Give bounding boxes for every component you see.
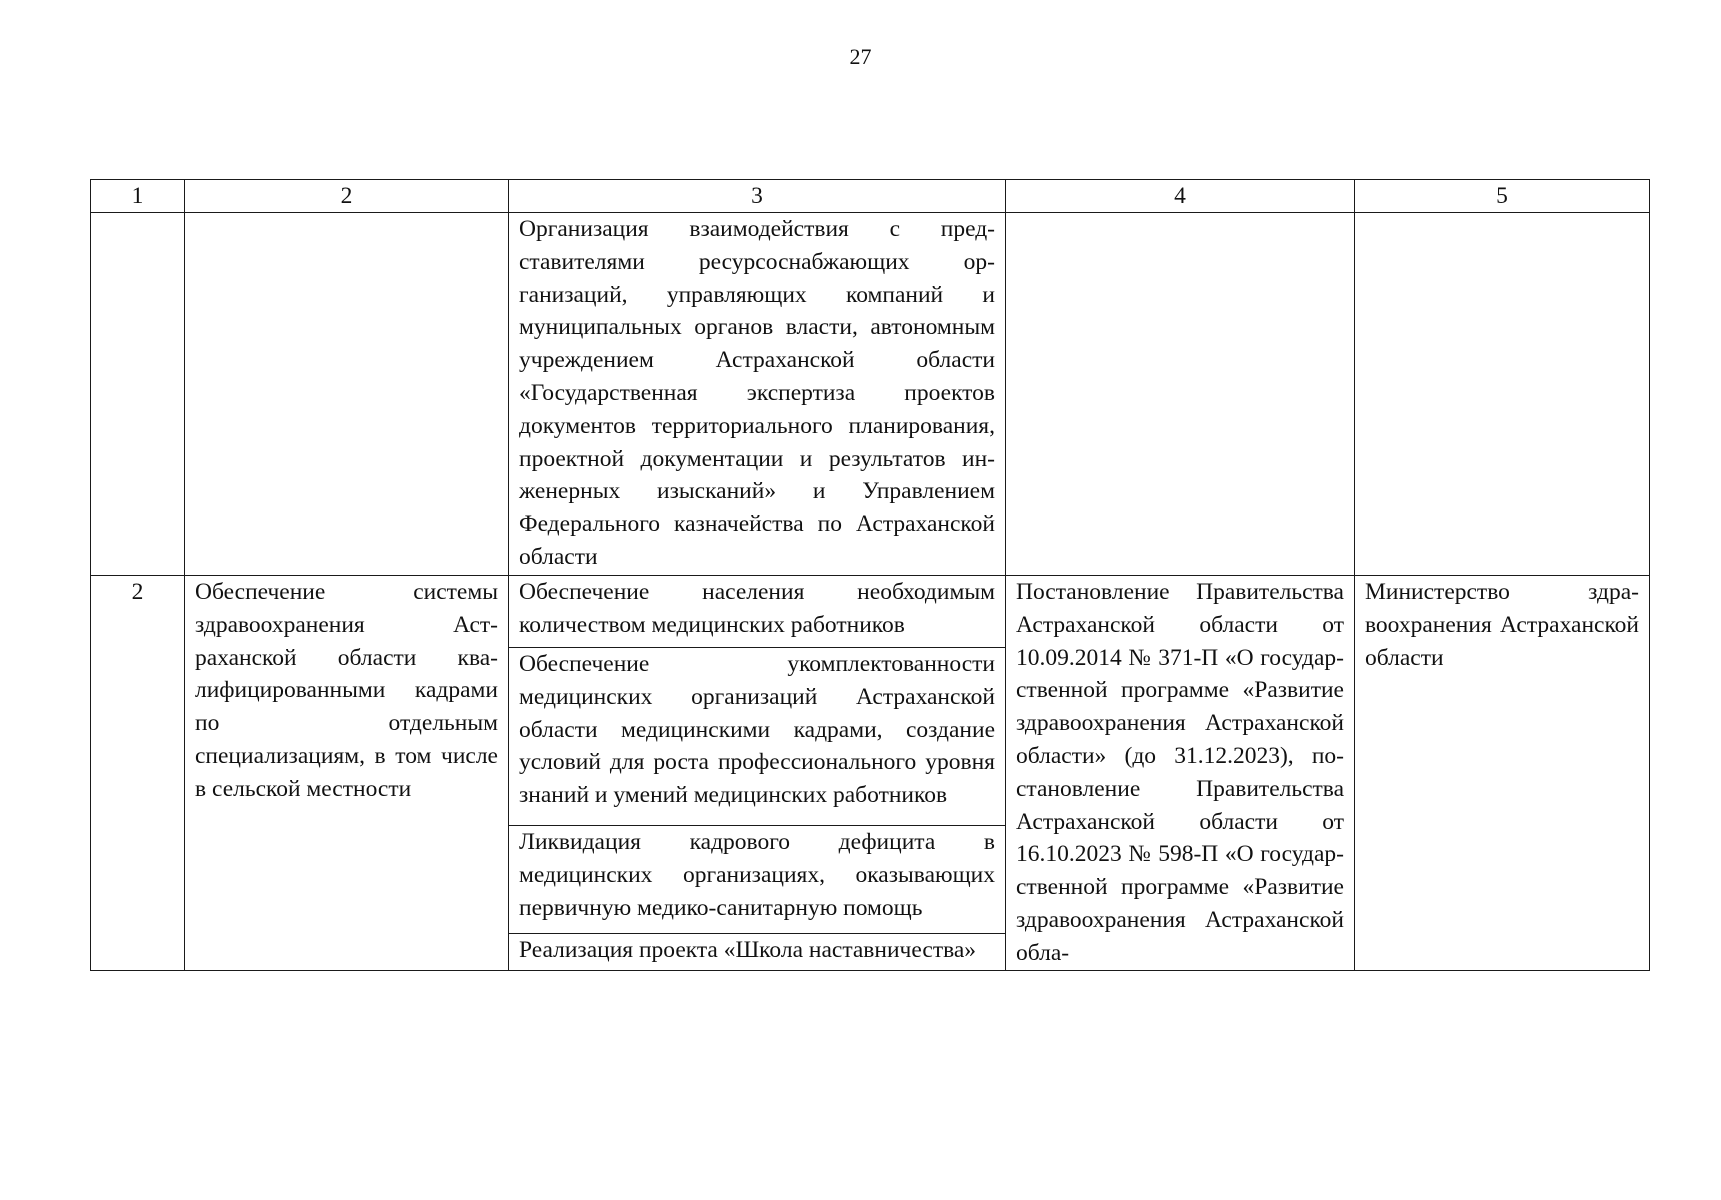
column-header-1: 1 — [91, 180, 185, 213]
row2-task-item-3: Ликвидация кадрового дефицита в медицинских организациях, оказывающих первичную медико-санитарную помощь — [509, 826, 1006, 934]
column-header-2: 2 — [185, 180, 509, 213]
row1-task-cell: Организация взаимодействия с представителями ресурсоснабжающих организаций, управляющих компаний и муниципальных органов власти, автономным учреждением Астраханской области «Государственная экспертиза проектов документов территориального планирования, проектной документации и результатов инженерных изысканий» и Управлением Федерального казначейства по Астраханской области — [509, 213, 1006, 576]
page-number: 27 — [849, 44, 872, 69]
row2-document-cell: Постановление Правительства Астраханской области от 10.09.2014 № 371-П «О государственной программе «Развитие здравоохранения Астраханской области» (до 31.12.2023), постановление Правительства Астраханской области от 16.10.2023 № 598-П «О государственной программе «Развитие здравоохранения Астраханской обла- — [1006, 576, 1355, 971]
column-header-3: 3 — [509, 180, 1006, 213]
row2-task-item-4: Реализация проекта «Школа наставничества» — [509, 933, 1006, 970]
table-header-row — [91, 180, 1650, 213]
row2-number-cell: 2 — [91, 576, 185, 971]
table-row — [91, 576, 1650, 648]
row1-document-cell — [1006, 213, 1355, 576]
table-row — [91, 213, 1650, 576]
row2-task-item-2: Обеспечение укомплектованности медицинских организаций Астраханской области медицинскими кадрами, создание условий для роста профессионального уровня знаний и умений медицинских работников — [509, 648, 1006, 826]
row1-goal-cell — [185, 213, 509, 576]
row2-responsible-cell: Министерство здравоохранения Астраханской области — [1355, 576, 1650, 971]
document-table — [90, 179, 1650, 971]
row1-responsible-cell — [1355, 213, 1650, 576]
row2-goal-cell: Обеспечение системы здравоохранения Астраханской области квалифицированными кадрами по отдельным специализациям, в том числе в сельской местности — [185, 576, 509, 971]
row1-number-cell — [91, 213, 185, 576]
column-header-5: 5 — [1355, 180, 1650, 213]
row2-task-item-1: Обеспечение населения необходимым количеством медицинских работников — [509, 576, 1006, 648]
column-header-4: 4 — [1006, 180, 1355, 213]
